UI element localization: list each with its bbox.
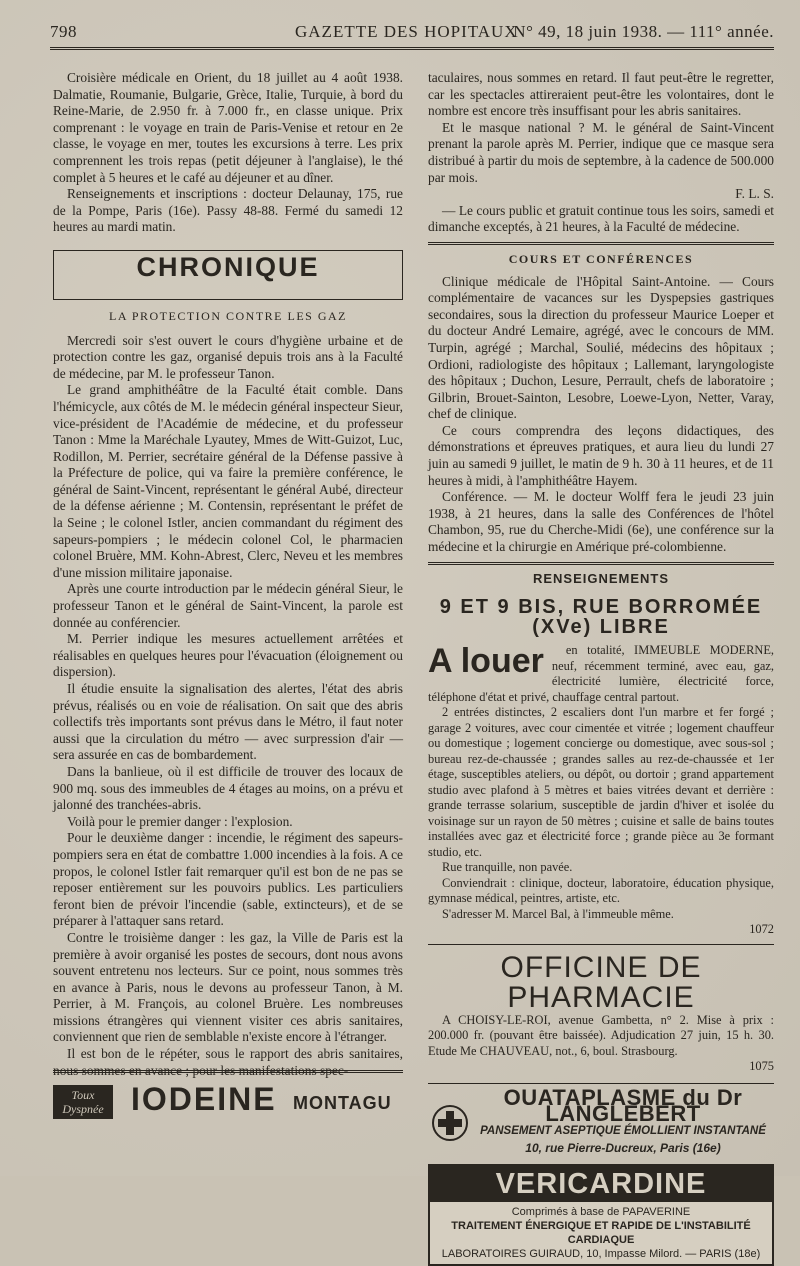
article-paragraph: Il étudie ensuite la signalisation des alertes, l'état des abris prévus, réalisés ou en voie de réalisation. On sait que des abris collectifs très importants sont prévus dans le Métro, il faut noter aussi que la circulation du métro — avec surpression d'air — sera assurée en cas de bombardement. [53, 681, 403, 763]
article-paragraph: Mercredi soir s'est ouvert le cours d'hygiène urbaine et de protection contre les gaz, organisé depuis trois ans à la Faculté de médecine, par M. le professeur Tanon. [53, 332, 403, 381]
alouer-advert [428, 643, 774, 938]
ouataplasme-advert [428, 1083, 774, 1156]
advert-reference: 1075 [749, 1059, 774, 1074]
toux-label: Toux Dyspnée [53, 1085, 113, 1119]
vericardine-details [430, 1202, 772, 1264]
vericardine-advert [428, 1164, 774, 1266]
montagu-brand: MONTAGU [293, 1093, 392, 1113]
clinique-notice: Clinique médicale de l'Hôpital Saint-Antoine. — Cours complémentaire de vacances sur les Dyspepsies gastriques secondaires, sous la direction du professeur Maurice Loeper et du docteur André Lemaire, agrégé, avec le concours de MM. Turpin, agrégé ; Marchal, Soulié, médecins des hôpitaux ; Ordioni, radiologiste des hôpitaux ; Lallemant, laryngologiste des hôpitaux ; Duchon, Lesure, Perrault, chefs de laboratoire ; Gilbrin, Brouet-Sainton, Lesobre, Loewe-Lyon, Netter, Varay, chef de clinique. [428, 273, 774, 422]
article-paragraph: Il est bon de le répéter, sous le rapport des abris sanitaires, nous sommes en avance ; pour les manifestations spec- [53, 1046, 403, 1078]
article-paragraph: Pour le deuxième danger : incendie, le régiment des sapeurs-pompiers sera en état de combattre 1.000 incendies à la fois. A ce propos, le colonel Istler fait remarquer qu'il est bon de ne pas se reposer entièrement sur les pouvoirs publics. Les particuliers feront bien de prévoir l'incendie (sable, extincteurs), et de se préparer à l'attaquer sans retard. [53, 830, 403, 929]
renseignements-section [428, 571, 774, 938]
ouataplasme-address: 10, rue Pierre-Ducreux, Paris (16e) [525, 1140, 721, 1155]
chronique-banner [53, 250, 403, 300]
building-address: 9 ET 9 BIS, RUE BORROMÉE (XVe) LIBRE [439, 596, 763, 639]
article-paragraph: Le grand amphithéâtre de la Faculté était comble. Dans l'hémicycle, aux côtés de M. le médecin général inspecteur Sieur, vice-président de l'Académie de médecine, et du professeur Tanon : Mme la Maréchale Lyautey, Mmes de Witt-Guizot, Luc, Rodillon, M. Perrier, secrétaire général de la Défense passive à la Préfecture de police, qui va faire la première conférence, le général de Saint-Vincent, représentant le général Aubé, directeur de la défense aérienne ; M. Contensin, représentant le préfet de la Seine ; le colonel Istler, ancien commandant du régiment des sapeurs-pompiers ; le médecin colonel Col, le pharmacien colonel Bruère, MM. Kohn-Abrest, Clerc, Neveu et les membres d'une mission militaire japonaise. [53, 382, 403, 580]
conviendrait-text: Conviendrait : clinique, docteur, laboratoire, éducation physique, gymnase médical, peintres, artiste, etc. [428, 875, 774, 906]
article-continuation: taculaires, nous sommes en retard. Il faut peut-être le regretter, car les spectacles attireraient peut-être les volontaires, dont le nombre est encore très insuffisant pour les abris sanitaires. [428, 70, 774, 119]
iodeine-advert [53, 1070, 403, 1117]
section-divider [428, 242, 774, 245]
cross-emblem-icon [428, 1103, 472, 1143]
section-divider [428, 562, 774, 565]
rue-text: Rue tranquille, non pavée. [442, 860, 573, 875]
right-column [428, 70, 774, 1266]
ouataplasme-title: OUATAPLASME du Dr LANGLEBERT [503, 1084, 743, 1127]
entrees-text: 2 entrées distinctes, 2 escaliers dont l'un marbre et fer forgé ; garage 2 voitures, avec cour cimentée et vitrée ; logement chauffeur ou domestique ; logement concierge ou domestique, avec sous-sol ; bureau rez-de-chaussée ; grandes salles au rez-de-chaussée et 1er étage, susceptibles ateliers, ou dépôt, ou dortoir ; grand appartement studio avec plafond à 5 mètres et baies vitrées devant et derrière : grande terrasse solarium, susceptible de jardin d'hiver et isolée du voisinage sur un rayon de 50 mètres ; cuisine et salle de bains toutes installées avec gaz et électricité force ; grande pièce au 3e formant studio, etc. [428, 705, 774, 859]
ouataplasme-subtitle: PANSEMENT ASEPTIQUE ÉMOLLIENT INSTANTANÉ [480, 1124, 766, 1137]
iodeine-brand: IODEINE [131, 1081, 277, 1117]
masque-paragraph: Et le masque national ? M. le général de Saint-Vincent prenant la parole après M. Perrier, indique que ce masque sera distribué à partir du mois de septembre, à la cadence de 500.000 par mois. [428, 119, 774, 185]
ouataplasme-text [472, 1084, 774, 1156]
cours-section-title: COURS ET CONFÉRENCES [508, 251, 694, 266]
cours-public-notice: — Le cours public et gratuit continue tous les soirs, samedi et dimanche exceptés, à 21 heures, à la Faculté de médecine. [428, 202, 774, 235]
article-subtitle: LA PROTECTION CONTRE LES GAZ [109, 308, 347, 323]
conference-notice: Conférence. — M. le docteur Wolff fera le jeudi 23 juin 1938, à 21 heures, dans la salle des Conférences de l'hôtel Chambon, 95, rue du Cherche-Midi (6e), une conférence sur la médecine et la chirurgie en Amérique pré-colombienne. [428, 489, 774, 555]
article-paragraph: M. Perrier indique les mesures actuellement arrêtées et réalisables en quelques heures pour l'évacuation (éloignement ou dispersion). [53, 631, 403, 680]
page-header [50, 22, 774, 46]
signature: F. L. S. [735, 186, 774, 202]
vericardine-line: TRAITEMENT ÉNERGIQUE ET RAPIDE DE L'INSTABILITÉ CARDIAQUE [451, 1220, 751, 1247]
publication-title: GAZETTE DES HOPITAUX [295, 22, 518, 41]
advert-reference: 1072 [749, 922, 774, 937]
croisiere-notice: Croisière médicale en Orient, du 18 juillet au 4 août 1938. Dalmatie, Roumanie, Bulgarie, Grèce, Italie, Turquie, à bord du Reine-Marie, de 2.950 fr. à 7.000 fr., en classe unique. Prix comprenant : le voyage en train de Paris-Venise et retour en 2e classe, le voyage en mer, toutes les excursions à terre. Les prix comprennent les trois repas (petit déjeuner à l'anglaise), le thé complet à 5 heures et le café au déjeuner et au dîner. [53, 70, 403, 185]
renseignements-title: RENSEIGNEMENTS [532, 570, 670, 586]
article-paragraph: Voilà pour le premier danger : l'explosion. [67, 813, 293, 829]
officine-advert [428, 1013, 774, 1075]
renseignements-notice: Renseignements et inscriptions : docteur Delaunay, 175, rue de la Pompe, Paris (16e). Passy 48-88. Fermé du samedi 12 heures au mardi matin. [53, 186, 403, 235]
officine-heading: OFFICINE DE PHARMACIE [500, 950, 702, 1014]
section-divider [428, 944, 774, 945]
alouer-text: en totalité, IMMEUBLE MODERNE, neuf, récemment terminé, avec eau, gaz, électricité lumière, électricité force, téléphone d'état et privé, chauffage central partout. [428, 643, 774, 704]
vericardine-line: LABORATOIRES GUIRAUD, 10, Impasse Milord. — PARIS (18e) [441, 1248, 761, 1261]
adresser-text: S'adresser M. Marcel Bal, à l'immeuble même. [442, 906, 674, 921]
alouer-heading: A louer [428, 642, 544, 681]
article-paragraph: Dans la banlieue, où il est difficile de trouver des locaux de 900 mq. sous des immeubles de 4 étages au moins, on a prévu et jalonné des tranchées-abris. [53, 763, 403, 813]
article-paragraph: Contre le troisième danger : les gaz, la Ville de Paris est la première à avoir organisé les postes de secours, dont nous avons souvent entretenu nos lecteurs. Sur ce point, nous sommes très en avance à Paris, nous le devons au professeur Tanon, à M. Perrier, à M. François, au colonel Bruère. Les nombreuses missions étrangères qui viennent visiter ces abris sanitaires, conviennent que rien de semblable n'existe encore à l'étranger. [53, 929, 403, 1045]
left-column [53, 70, 403, 1079]
article-paragraph: Après une courte introduction par le médecin général Sieur, le professeur Tanon et le général de Saint-Vincent, la parole est donnée au conférencier. [53, 581, 403, 630]
cours-description: Ce cours comprendra des leçons didactiques, des démonstrations et épreuves pratiques, et aura lieu du lundi 27 juin au samedi 9 juillet, le matin de 9 h. 30 à 11 heures, et de 11 heures à midi, à l'amphithéâtre Hayem. [428, 422, 774, 488]
vericardine-title: VERICARDINE [430, 1166, 772, 1202]
header-rule [50, 47, 774, 50]
chronique-title: CHRONIQUE [136, 251, 320, 282]
vericardine-line: Comprimés à base de PAPAVERINE [511, 1206, 691, 1219]
issue-info: N° 49, 18 juin 1938. — 111° année. [513, 22, 774, 41]
page-number: 798 [50, 22, 77, 41]
article-body [53, 333, 403, 1080]
choisy-text: A CHOISY-LE-ROI, avenue Gambetta, n° 2. Mise à prix : 200.000 fr. (pouvant être baissée). Adjudication 27 juin, 15 h. 30. Etude Me CHAUVEAU, not., 6, boul. Strasbourg. [428, 1012, 774, 1058]
